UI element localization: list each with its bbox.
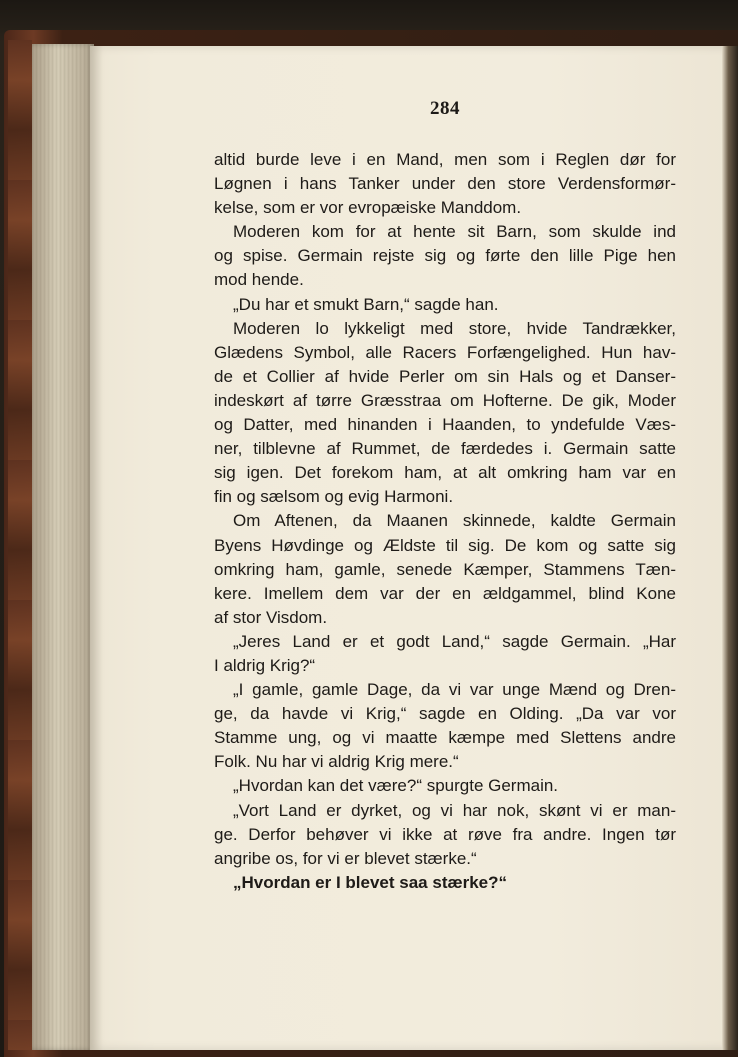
- paragraph: [214, 220, 676, 292]
- text-line: indeskørt af tørre Græsstraa om Hofterne. De gik, Moder: [214, 390, 676, 410]
- text-line: I aldrig Krig?“: [214, 655, 316, 675]
- book-cover-spine: [8, 40, 32, 1050]
- body-text: [214, 148, 676, 895]
- text-line: kere. Imellem dem var der en ældgammel, blind Kone: [214, 583, 676, 603]
- text-line: Glædens Symbol, alle Racers Forfængelighed. Hun hav-: [214, 342, 676, 362]
- text-line: sig igen. Det forekom ham, at alt omkring ham var en: [214, 463, 676, 483]
- paragraph: [214, 293, 676, 317]
- text-line: de et Collier af hvide Perler om sin Hals og et Danser-: [214, 366, 676, 386]
- paragraph: [214, 148, 676, 220]
- paragraph: [214, 774, 676, 798]
- paragraph: [214, 317, 676, 510]
- text-line: „Vort Land er dyrket, og vi har nok, skønt vi er man-: [233, 800, 676, 820]
- text-line: „I gamle, gamle Dage, da vi var unge Mænd og Dren-: [233, 680, 676, 700]
- text-line: ge, da havde vi Krig,“ sagde en Olding. „Da var vor: [214, 704, 676, 724]
- text-line: „Du har et smukt Barn,“ sagde han.: [233, 294, 499, 314]
- text-line: altid burde leve i en Mand, men som i Reglen dør for: [214, 150, 676, 169]
- page-edges-shading: [32, 44, 94, 1050]
- text-line: Moderen kom for at hente sit Barn, som skulde ind: [233, 222, 676, 242]
- text-line: Løgnen i hans Tanker under den store Verdensformør-: [214, 174, 676, 194]
- text-line: ner, tilblevne af Rummet, de færdedes i. Germain satte: [214, 439, 676, 459]
- text-line: Byens Høvdinge og Ældste til sig. De kom og satte sig: [214, 535, 676, 555]
- text-line: omkring ham, gamle, senede Kæmper, Stammens Tæn-: [214, 559, 676, 579]
- text-line: „Hvordan kan det være?“ spurgte Germain.: [233, 776, 559, 796]
- text-line: Moderen lo lykkeligt med store, hvide Tandrækker,: [233, 318, 676, 338]
- text-line: og spise. Germain rejste sig og førte den lille Pige hen: [214, 246, 676, 266]
- text-line: Om Aftenen, da Maanen skinnede, kaldte Germain: [233, 511, 676, 531]
- text-line: „Jeres Land er et godt Land,“ sagde Germain. „Har: [233, 631, 676, 651]
- paragraph: [214, 630, 676, 678]
- text-line: af stor Visdom.: [214, 607, 328, 627]
- page-number: 284: [430, 98, 460, 119]
- text-line: fin og sælsom og evig Harmoni.: [214, 487, 454, 507]
- paragraph: [214, 678, 676, 774]
- text-line: Folk. Nu har vi aldrig Krig mere.“: [214, 752, 459, 772]
- text-line: kelse, som er vor evropæiske Manddom.: [214, 198, 522, 218]
- paragraph: [214, 871, 676, 895]
- paragraph: [214, 509, 676, 629]
- text-line: ge. Derfor behøver vi ikke at røve fra andre. Ingen tør: [214, 824, 676, 844]
- text-line: „Hvordan er I blevet saa stærke?“: [233, 872, 508, 892]
- text-line: mod hende.: [214, 270, 304, 290]
- text-line: Stamme ung, og vi maatte kæmpe med Slettens andre: [214, 728, 676, 748]
- page-right-edge: [722, 46, 738, 1050]
- text-line: og Datter, med hinanden i Haanden, to yndefulde Væs-: [214, 415, 676, 435]
- text-line: angribe os, for vi er blevet stærke.“: [214, 848, 477, 868]
- paragraph: [214, 799, 676, 871]
